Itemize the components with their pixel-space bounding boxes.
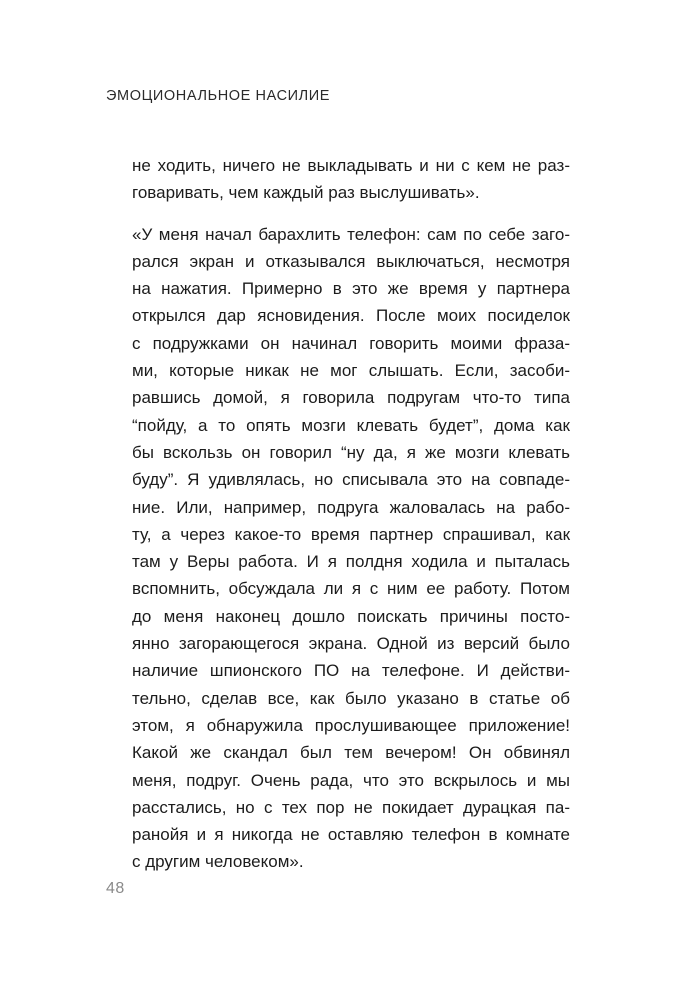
text-line: вспомнить, обсуждала ли я с ним ее работу. Потом: [132, 579, 570, 599]
text-line: меня, подруг. Очень рада, что это вскрылось и мы: [132, 770, 570, 790]
text-line: ту, а через какое-то время партнер спрашивал, как: [132, 524, 570, 544]
text-line: «У меня начал барахлить телефон: сам по себе заго-: [132, 224, 570, 244]
text-line: янно загорающегося экрана. Одной из версий было: [132, 634, 570, 654]
text-line: открылся дар ясновидения. После моих посиделок: [132, 306, 570, 326]
text-line: с подружками он начинал говорить моими фраза-: [132, 333, 570, 353]
text-line: буду”. Я удивлялась, но списывала это на совпаде-: [132, 470, 570, 490]
body-text: [132, 152, 570, 876]
text-line: “пойду, а то опять мозги клевать будет”, дома как: [132, 415, 570, 435]
text-line: тельно, сделав все, как было указано в статье об: [132, 688, 570, 708]
text-line: ние. Или, например, подруга жаловалась на рабо-: [132, 497, 570, 517]
text-line: этом, я обнаружила прослушивающее приложение!: [132, 715, 570, 735]
text-line: равшись домой, я говорила подругам что-то типа: [132, 388, 570, 408]
text-line: не ходить, ничего не выкладывать и ни с кем не раз-: [132, 156, 570, 175]
text-line: на нажатия. Примерно в это же время у партнера: [132, 279, 570, 299]
text-line: с другим человеком».: [132, 852, 304, 872]
text-line: говаривать, чем каждый раз выслушивать».: [132, 183, 480, 203]
page-number: 48: [106, 880, 125, 897]
text-line: ранойя и я никогда не оставляю телефон в комнате: [132, 825, 570, 845]
text-line: ми, которые никак не мог слышать. Если, засоби-: [132, 361, 570, 381]
text-line: Какой же скандал был тем вечером! Он обвинял: [132, 743, 570, 763]
text-line: наличие шпионского ПО на телефоне. И действи-: [132, 661, 570, 681]
text-line: там у Веры работа. И я полдня ходила и пыталась: [132, 552, 570, 572]
running-head: ЭМОЦИОНАЛЬНОЕ НАСИЛИЕ: [106, 88, 331, 104]
text-line: бы вскользь он говорил “ну да, я же мозги клевать: [132, 442, 570, 462]
text-line: расстались, но с тех пор не покидает дурацкая па-: [132, 797, 570, 817]
text-line: до меня наконец дошло поискать причины посто-: [132, 606, 570, 626]
text-line: рался экран и отказывался выключаться, несмотря: [132, 251, 570, 271]
